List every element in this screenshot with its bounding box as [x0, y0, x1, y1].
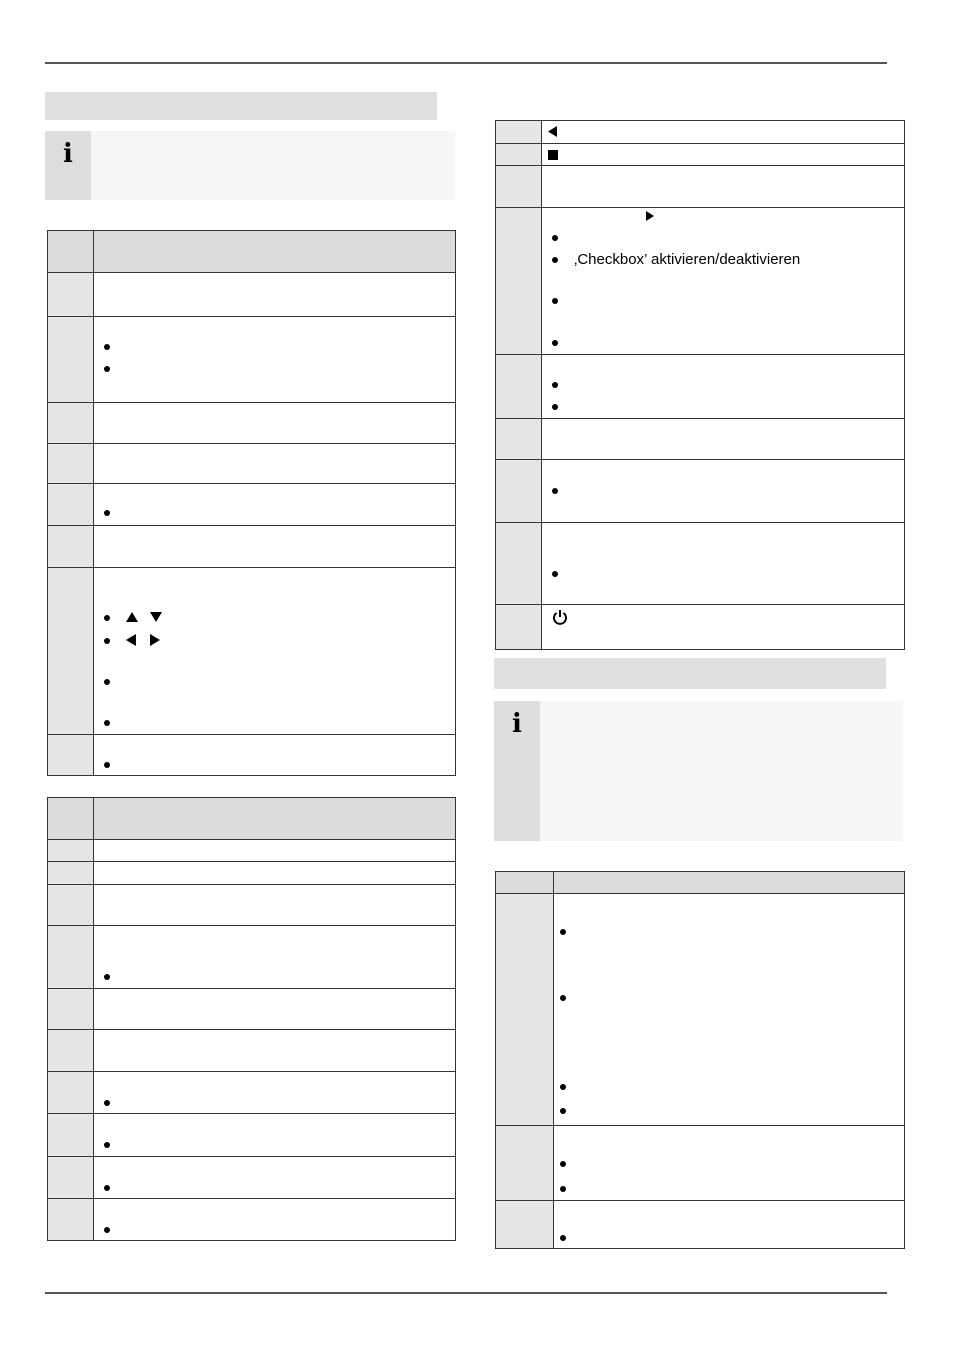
table-row-function [94, 1157, 456, 1199]
bullet [552, 257, 558, 263]
bullet [560, 1161, 566, 1167]
table-row-key [48, 989, 94, 1030]
bullet [560, 1108, 566, 1114]
power-icon [552, 609, 568, 625]
table-row-function [94, 484, 456, 526]
table-row-function [542, 208, 905, 355]
table-row-key [48, 484, 94, 526]
table-row-function [94, 885, 456, 926]
table-header-function [94, 231, 456, 273]
table-row-function [542, 523, 905, 605]
info-icon: i [512, 709, 522, 739]
table-row-function [94, 526, 456, 568]
bullet [104, 720, 110, 726]
info-icon: i [63, 139, 73, 169]
table-header-function [94, 798, 456, 840]
arrow-up-icon [126, 612, 138, 622]
bullet [552, 404, 558, 410]
table-row-function [94, 1114, 456, 1157]
table-row-key [48, 1072, 94, 1114]
table-row-key [48, 1030, 94, 1072]
table-row-key [496, 121, 542, 144]
table-row-function [94, 840, 456, 862]
table-row-function [94, 317, 456, 403]
table-row-key [496, 419, 542, 460]
table-row-function [94, 989, 456, 1030]
arrow-down-icon [150, 612, 162, 622]
table-row-key [496, 166, 542, 208]
table-row-key [48, 568, 94, 735]
table-row-key [496, 1201, 554, 1249]
table-row-key [496, 1126, 554, 1201]
checkbox-toggle-text: ‚Checkbox’ aktivieren/deaktivieren [574, 251, 801, 268]
arrow-left-icon [126, 634, 136, 646]
play-icon [646, 211, 654, 221]
table-row-key [48, 840, 94, 862]
table-header-key [48, 798, 94, 840]
left-info-box [45, 131, 455, 200]
right-key-table-2 [495, 871, 905, 1249]
table-row-function [94, 1199, 456, 1241]
table-row-key [48, 926, 94, 989]
bullet [560, 1235, 566, 1241]
table-row-key [496, 355, 542, 419]
bullet [552, 382, 558, 388]
table-row-function [542, 355, 905, 419]
table-row-key [48, 403, 94, 444]
bullet [552, 298, 558, 304]
table-row-key [496, 894, 554, 1126]
table-row-key [48, 1199, 94, 1241]
right-info-box [494, 701, 903, 841]
left-key-table-2 [47, 797, 456, 1241]
table-row-function [94, 862, 456, 885]
bullet [104, 1142, 110, 1148]
table-row-function [94, 735, 456, 776]
right-section-heading [494, 658, 886, 689]
table-row-function [94, 568, 456, 735]
table-row-key [48, 444, 94, 484]
table-row-key [48, 1114, 94, 1157]
bullet [552, 235, 558, 241]
left-info-icon-column [45, 131, 91, 200]
table-row-key [48, 273, 94, 317]
table-row-function [554, 894, 905, 1126]
table-header-key [48, 231, 94, 273]
bullet [104, 615, 110, 621]
arrow-right-icon [150, 634, 160, 646]
bullet [560, 929, 566, 935]
table-row-key [496, 144, 542, 166]
bullet [104, 762, 110, 768]
table-header-key [496, 872, 554, 894]
table-row-function [554, 1201, 905, 1249]
table-row-key [48, 526, 94, 568]
table-row-function [542, 605, 905, 650]
table-row-key [48, 1157, 94, 1199]
table-row-function [554, 1126, 905, 1201]
table-row-key [496, 605, 542, 650]
table-row-key [496, 523, 542, 605]
bullet [560, 1186, 566, 1192]
table-row-function [542, 144, 905, 166]
bullet [104, 366, 110, 372]
table-row-function [542, 419, 905, 460]
table-row-function [94, 926, 456, 989]
bullet [104, 638, 110, 644]
left-section-heading [45, 92, 437, 120]
table-row-key [48, 862, 94, 885]
table-row-key [496, 460, 542, 523]
top-rule [45, 62, 887, 64]
bullet [104, 510, 110, 516]
table-header-function [554, 872, 905, 894]
table-row-function [94, 403, 456, 444]
table-row-function [542, 121, 905, 144]
bullet [104, 974, 110, 980]
rewind-icon [548, 126, 557, 137]
right-info-icon-column [494, 701, 540, 841]
left-key-table-1 [47, 230, 456, 776]
table-row-function [94, 444, 456, 484]
bullet [104, 1185, 110, 1191]
bullet [552, 340, 558, 346]
table-row-function [94, 1072, 456, 1114]
stop-icon [548, 150, 558, 160]
table-row-key [48, 317, 94, 403]
bullet [104, 1227, 110, 1233]
table-row-function [94, 273, 456, 317]
table-row-function [542, 460, 905, 523]
table-row-function [542, 166, 905, 208]
table-row-key [48, 885, 94, 926]
bullet [560, 1084, 566, 1090]
right-key-table-1 [495, 120, 905, 650]
bullet [552, 571, 558, 577]
bullet [104, 344, 110, 350]
table-row-function [94, 1030, 456, 1072]
bottom-rule [45, 1292, 887, 1294]
table-row-key [48, 735, 94, 776]
bullet [552, 488, 558, 494]
bullet [104, 1100, 110, 1106]
table-row-key [496, 208, 542, 355]
bullet [560, 995, 566, 1001]
bullet [104, 679, 110, 685]
